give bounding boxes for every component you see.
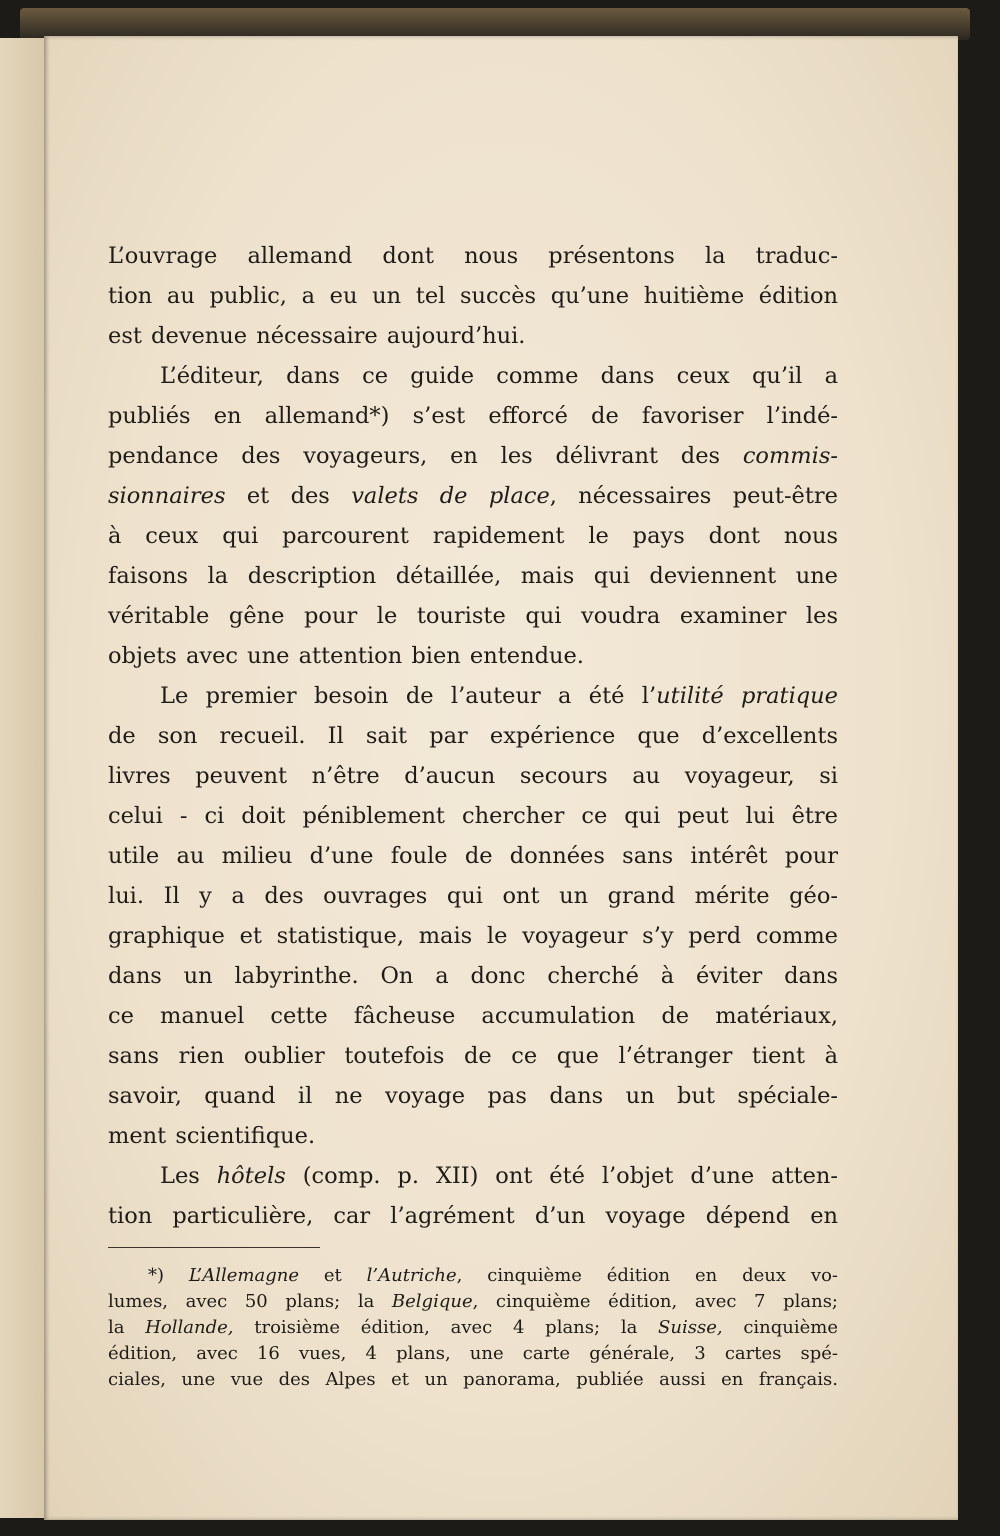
text-segment: objets avec une attention bien entendue. [108,643,584,669]
text-line [108,516,838,556]
text-segment: utile au milieu d’une foule de données sans intérêt pour [108,843,838,869]
text-line [108,316,838,356]
text-segment: et [299,1265,367,1286]
text-segment: dans un labyrinthe. On a donc cherché à éviter dans [108,963,838,989]
text-segment: sans rien oublier toutefois de ce que l’étranger tient à [108,1043,838,1069]
text-line [108,716,838,756]
text-line [108,956,838,996]
facing-page-edge [0,38,46,1518]
text-line [108,436,838,476]
text-segment: et des [225,483,352,509]
text-line [108,476,838,516]
text-line [108,756,838,796]
text-line [108,916,838,956]
text-segment: , nécessaires peut-être [549,483,838,509]
text-segment: ciales, une vue des Alpes et un panorama, publiée aussi en français. [108,1369,838,1390]
text-line [108,1196,838,1236]
text-segment: la [108,1317,146,1338]
text-segment: savoir, quand il ne voyage pas dans un but spéciale- [108,1083,838,1109]
italic-text: hôtels [216,1163,286,1189]
text-line [108,596,838,636]
text-line [108,1156,838,1196]
text-line [108,1076,838,1116]
italic-text: utilité pratique [656,683,838,709]
text-segment: (comp. p. XII) ont été l’objet d’une atten- [285,1163,838,1189]
body-text [108,236,838,1236]
italic-text: Hollande, [145,1317,234,1338]
text-line [108,676,838,716]
text-segment: ment scientifique. [108,1123,316,1149]
text-line [108,636,838,676]
footnote-line [108,1367,838,1393]
footnote-divider [108,1247,320,1248]
text-segment: Le premier besoin de l’auteur a été l’ [160,683,657,709]
text-line [108,396,838,436]
text-line [108,1036,838,1076]
text-segment: troisième édition, avec 4 plans; la [233,1317,659,1338]
text-line [108,276,838,316]
italic-text: sionnaires [108,483,226,509]
text-segment: , cinquième édition, avec 7 plans; [472,1291,838,1312]
italic-text: valets de place [351,483,550,509]
text-segment: Les [160,1163,217,1189]
italic-text: L’Allemagne [188,1265,299,1286]
text-segment: livres peuvent n’être d’aucun secours au voyageur, si [108,763,838,789]
text-segment: publiés en allemand*) s’est efforcé de favoriser l’indé- [108,403,838,429]
text-segment: celui - ci doit péniblement chercher ce qui peut lui être [108,803,838,829]
text-line [108,996,838,1036]
text-line [108,876,838,916]
text-segment: faisons la description détaillée, mais qui deviennent une [108,563,838,589]
text-line [108,796,838,836]
text-segment: véritable gêne pour le touriste qui voudra examiner les [108,603,838,629]
italic-text: l’Autriche [366,1265,457,1286]
text-segment: de son recueil. Il sait par expérience que d’excellents [108,723,838,749]
text-segment: ce manuel cette fâcheuse accumulation de matériaux, [108,1003,838,1029]
text-segment: tion au public, a eu un tel succès qu’une huitième édition [108,283,838,309]
italic-text: Belgique [391,1291,473,1312]
text-line [108,356,838,396]
footnote-line [108,1341,838,1367]
text-line [108,1116,838,1156]
footnote-line [108,1315,838,1341]
italic-text: commis- [742,443,838,469]
text-segment: graphique et statistique, mais le voyageur s’y perd comme [108,923,838,949]
text-segment: , cinquième édition en deux vo- [456,1265,839,1286]
text-segment: cinquième [722,1317,838,1338]
text-segment: lumes, avec 50 plans; la [108,1291,392,1312]
italic-text: Suisse, [658,1317,723,1338]
text-line [108,236,838,276]
text-line [108,556,838,596]
footnote-line [108,1289,838,1315]
text-segment: est devenue nécessaire aujourd’hui. [108,323,526,349]
text-segment: L’ouvrage allemand dont nous présentons la traduc- [108,243,838,269]
text-segment: tion particulière, car l’agrément d’un voyage dépend en [108,1203,838,1229]
footnote [108,1263,838,1393]
text-segment: pendance des voyageurs, en les délivrant des [108,443,743,469]
text-segment: édition, avec 16 vues, 4 plans, une carte générale, 3 cartes spé- [108,1343,838,1364]
text-segment: *) [148,1265,189,1286]
footnote-line [108,1263,838,1289]
text-segment: lui. Il y a des ouvrages qui ont un grand mérite géo- [108,883,838,909]
text-segment: L’éditeur, dans ce guide comme dans ceux qu’il a [160,363,838,389]
text-line [108,836,838,876]
text-segment: à ceux qui parcourent rapidement le pays dont nous [108,523,838,549]
